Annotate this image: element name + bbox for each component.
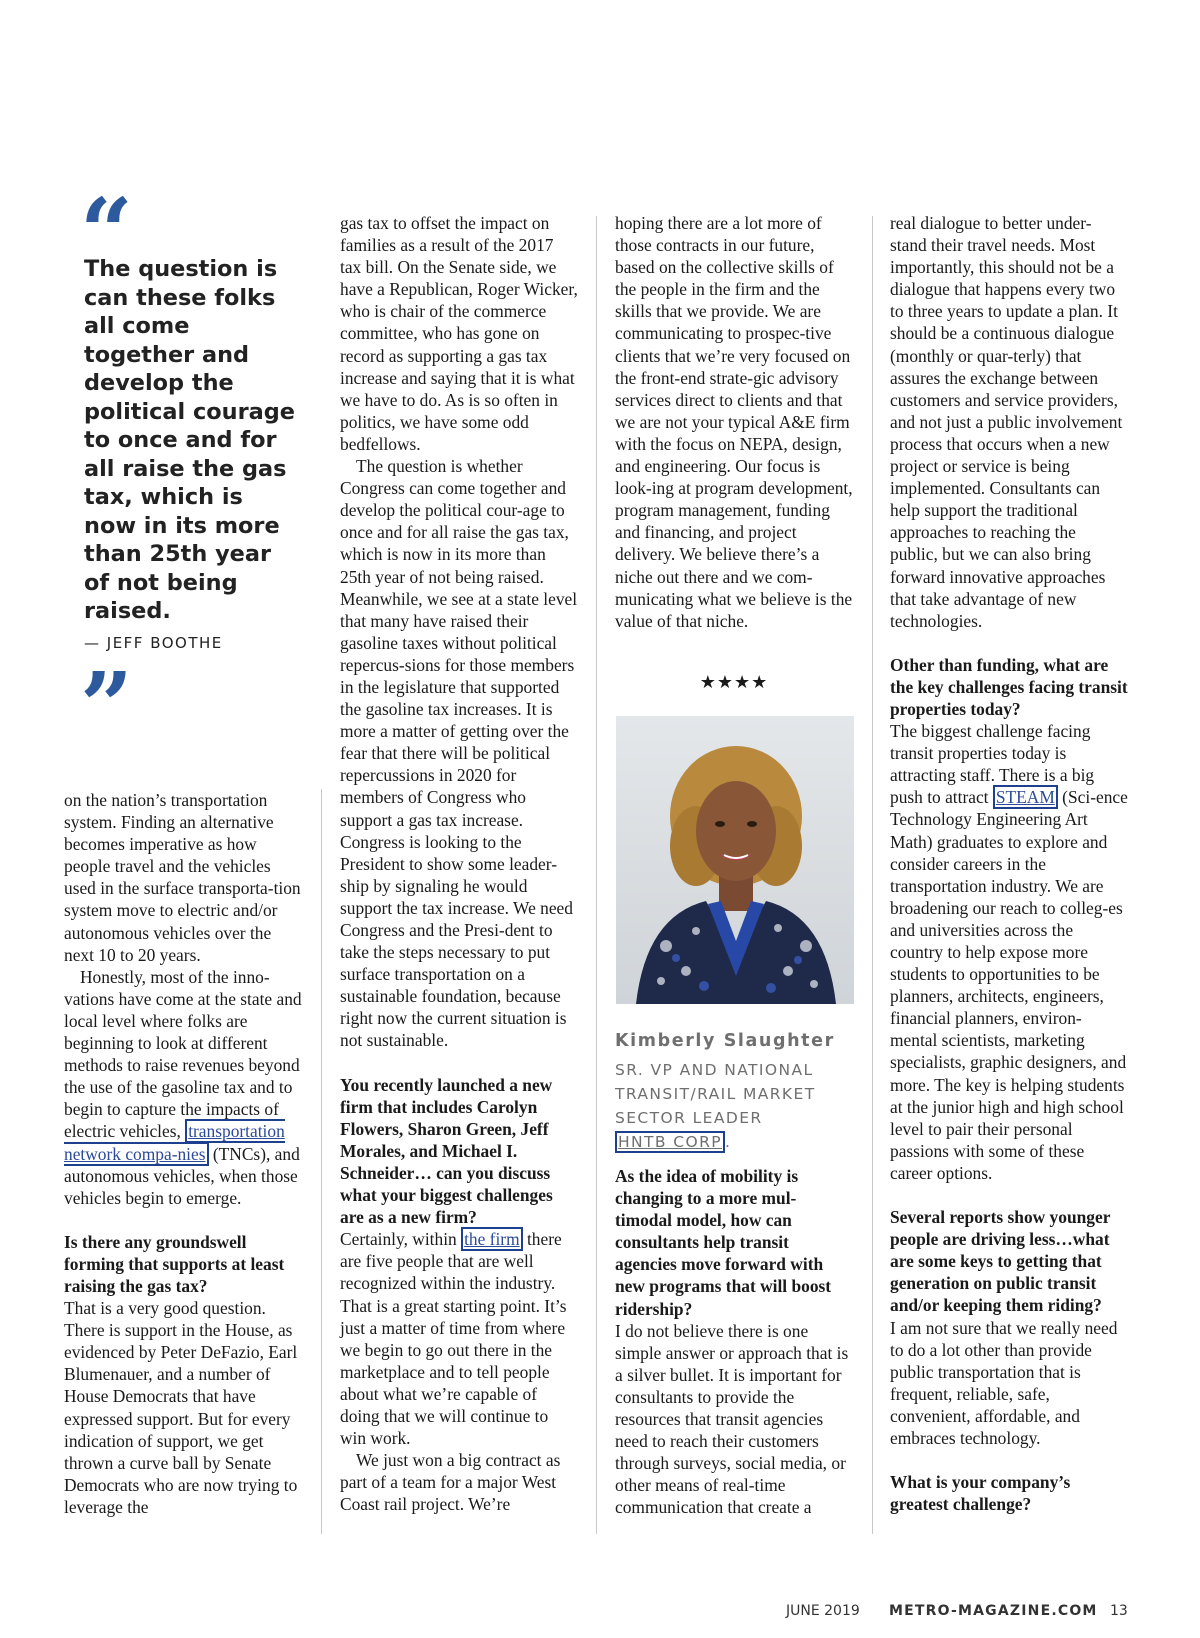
paragraph: on the nation’s transportation system. Finding an alternative becomes imperative as how people travel and the vehicles used in the surface transporta-tion system move to electric and/or autonomous vehicles over the next 10 to 20 years. <box>64 790 301 965</box>
interview-question: What is your company’s greatest challenge? <box>890 1472 1071 1515</box>
interview-question: Is there any groundswell forming that supports at least raising the gas tax? <box>64 1231 285 1296</box>
interview-answer <box>340 1228 578 1449</box>
steam-link[interactable]: STEAM <box>993 785 1058 809</box>
interview-answer: I am not sure that we really need to do a lot other than provide public transportation that is frequent, reliable, safe, convenient, affordable, and embraces technology. <box>890 1317 1118 1448</box>
article-column-4 <box>890 212 1128 1515</box>
paragraph-text: The biggest challenge facing transit properties today is attracting staff. There is a big push to attract <box>890 721 1095 808</box>
profile-title <box>615 1058 865 1154</box>
article-column-1 <box>64 789 302 1518</box>
profile-role: SR. VP AND NATIONAL TRANSIT/RAIL MARKET SECTOR LEADER <box>615 1061 816 1127</box>
interview-question: As the idea of mobility is changing to a more mul-timodal model, how can consultants help transit agencies move forward with new programs that will boost ridership? <box>615 1166 832 1319</box>
hntb-link[interactable]: HNTB CORP <box>615 1131 725 1153</box>
close-quote-mark: ” <box>80 652 133 760</box>
interview-question: Other than funding, what are the key challenges facing transit properties today? <box>890 654 1128 719</box>
the-firm-link[interactable]: the firm <box>461 1227 523 1251</box>
footer-site: METRO-MAGAZINE.COM <box>889 1603 1098 1619</box>
page-number: 13 <box>1110 1603 1128 1619</box>
paragraph: real dialogue to better under-stand their travel needs. Most importantly, this should not be a dialogue that happens every two to three years to update a plan. It should be a continuous dialogue (monthly or quar-terly) that assures the exchange between customers and service providers, and not just a public involvement process that occurs when a new project or service is being implemented. Consultants can help support the traditional approaches to reaching the public, but we can also bring forward innovative approaches that take advantage of new technologies. <box>890 213 1123 631</box>
tnc-link[interactable]: transportation network compa-nies <box>64 1121 285 1164</box>
paragraph-text: there are five people that are well recognized within the industry. That is a great starting point. It’s just a matter of time from where we begin to go out there in the marketplace and to tell people about what we’re capable of doing that we will continue to win work. <box>340 1229 567 1449</box>
paragraph: The question is whether Congress can come together and develop the political cour-age to once and for all raise the gas tax, which is now in its more than 25th year of not being raised. Meanwhile, we see at a state level that many have raised their gasoline taxes without political repercus-sions for those members in the legislature that supported the gasoline tax increases. It is more a matter of getting over the fear that there will be political repercussions in 2020 for members of Congress who support a gas tax increase. Congress is looking to the President to show some leader-ship by signaling he would support the tax increase. We need Congress and the Presi-dent to take the steps necessary to put surface transportation on a sustainable foundation, because right now the current situation is not sustainable. <box>340 456 578 1051</box>
paragraph: We just won a big contract as part of a team for a major West Coast rail project. We’re <box>340 1450 561 1515</box>
interview-question: You recently launched a new firm that includes Carolyn Flowers, Sharon Green, Jeff Morales, and Michael I. Schneider… can you discuss what your biggest challenges are as a new firm? <box>340 1074 553 1228</box>
profile-name: Kimberly Slaughter <box>615 1031 835 1051</box>
interview-answer: That is a very good question. There is support in the House, as evidenced by Peter DeFazio, Earl Blumenauer, and a number of House Democrats that have expressed support. But for every indication of support, we get thrown a curve ball by Senate Democrats who are now trying to leverage the <box>64 1298 298 1517</box>
footer-date: JUNE 2019 <box>786 1603 860 1619</box>
column-divider <box>596 216 597 1534</box>
pull-quote-attribution: — JEFF BOOTHE <box>84 634 223 652</box>
interview-question: Several reports show younger people are driving less…what are some keys to getting that generation on public transit and/or keeping them riding? <box>890 1207 1111 1316</box>
paragraph-text: (Sci-ence Technology Engineering Art Math) graduates to explore and consider careers in the transportation industry. We are broadening our reach to colleg-es and universities across the country to help expose more students to opportunities to be planners, architects, engineers, financial planners, environ-mental scientists, marketing specialists, graphic designers, and more. The key is helping students at the junior high and high school level to pair their personal passions with some of these career options. <box>890 787 1128 1183</box>
open-quote-mark: “ <box>80 178 133 286</box>
article-column-3-lower <box>615 1165 853 1519</box>
paragraph-text: (TNCs), and autonomous vehicles, when those vehicles begin to emerge. <box>64 1143 300 1208</box>
section-break-stars: ★★★★ <box>699 672 769 692</box>
pull-quote-text: The question is can these folks all come together and develop the political courage to once and for all raise the gas tax, which is now in its more than 25th year of not being raised. <box>84 256 295 624</box>
paragraph: gas tax to offset the impact on families as a result of the 2017 tax bill. On the Senate side, we have a Republican, Roger Wicker, who is chair of the commerce committee, who has gone on record as supporting a gas tax increase and saying that it is what we have to do. As is so often in politics, we have some odd bedfellows. <box>340 213 578 454</box>
interview-answer: I do not believe there is one simple answer or approach that is a silver bullet. It is important for consultants to provide the resources that transit agencies need to reach their customers through surveys, social media, or other means of real-time communication that create a <box>615 1320 849 1518</box>
paragraph-text: Certainly, within <box>340 1229 462 1250</box>
paragraph: hoping there are a lot more of those contracts in our future, based on the collective skills of the people in the firm and the skills that we provide. We are communicating to prospec-tive clients that we’re very focused on the front-end strate-gic advisory services direct to clients and that we are not your typical A&E firm with the focus on NEPA, design, and engineering. Our focus is look-ing at program development, program management, funding and financing, and project delivery. We believe there’s a niche out there and we com-municating what we believe is the value of that niche. <box>615 213 853 631</box>
interview-answer <box>890 720 1128 1184</box>
paragraph <box>64 966 302 1209</box>
article-column-3 <box>615 212 853 632</box>
paragraph-text: Honestly, most of the inno-vations have come at the state and local level where folks are beginning to look at different methods to raise revenues beyond the use of the gasoline tax and to begin to capture the impacts of electric vehicles, <box>64 966 302 1142</box>
profile-period: . <box>725 1133 732 1151</box>
article-column-2 <box>340 212 578 1515</box>
column-divider <box>321 789 322 1534</box>
profile-photo <box>616 716 854 1004</box>
column-divider <box>872 216 873 1534</box>
